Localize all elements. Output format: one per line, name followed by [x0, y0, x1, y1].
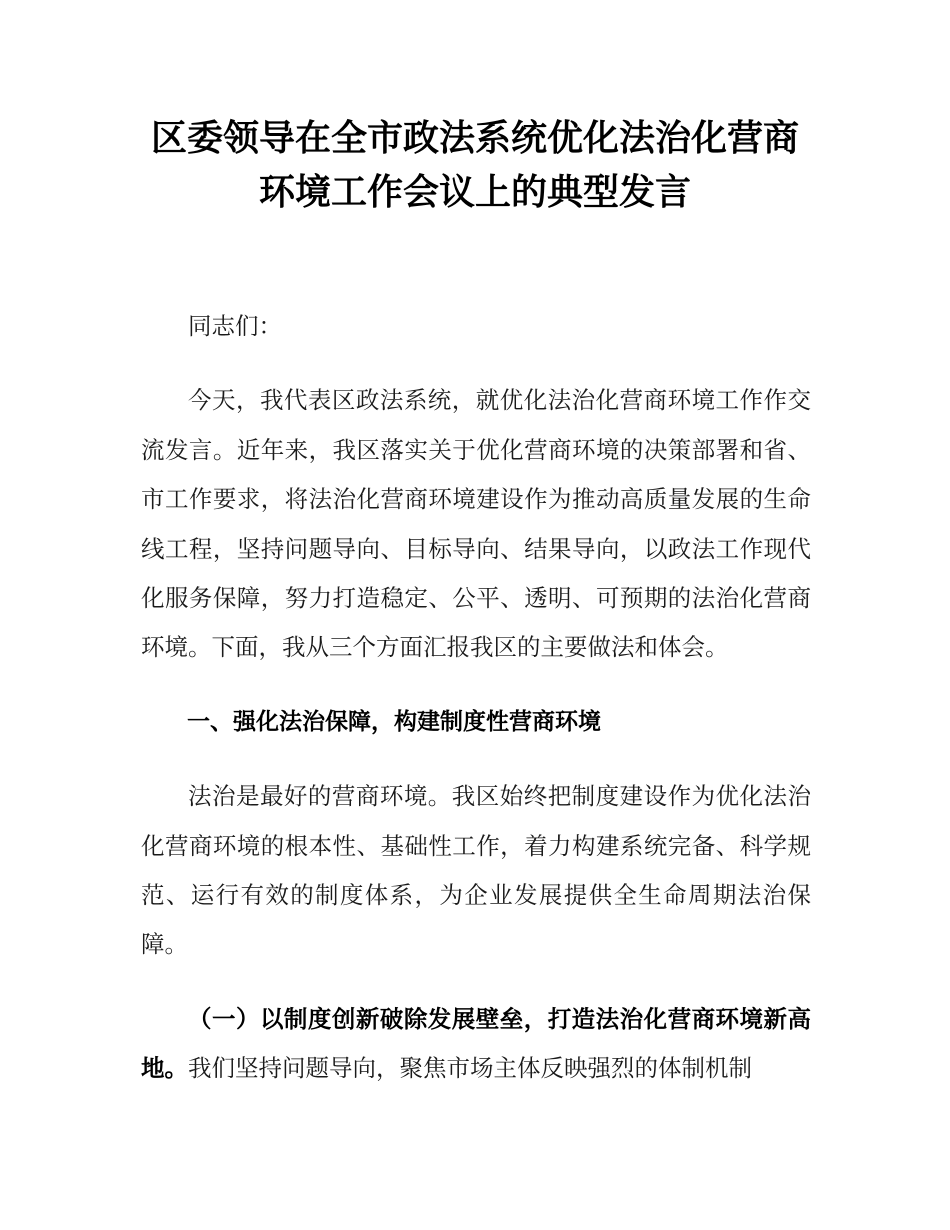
paragraph-section-1: 法治是最好的营商环境。我区始终把制度建设作为优化法治化营商环境的根本性、基础性工作，着力构建系统完备、科学规范、运行有效的制度体系，为企业发展提供全生命周期法治保障。 [141, 782, 811, 959]
section-heading-1: 一、强化法治保障，构建制度性营商环境 [187, 708, 601, 735]
document-body [141, 302, 811, 1094]
salutation: 同志们： [188, 312, 282, 340]
subsection-text-1: 我们坚持问题导向，聚焦市场主体反映强烈的体制机制 [188, 1054, 752, 1083]
document-title: 区委领导在全市政法系统优化法治化营商环境工作会议上的典型发言 [150, 118, 799, 213]
paragraph-intro: 今天，我代表区政法系统，就优化法治化营商环境工作作交流发言。近年来，我区落实关于优化营商环境的决策部署和省、市工作要求，将法治化营商环境建设作为推动高质量发展的生命线工程，坚持问题导向、目标导向、结果导向，以政法工作现代化服务保障，努力打造稳定、公平、透明、可预期的法治化营商环境。下面，我从三个方面汇报我区的主要做法和体会。 [141, 386, 811, 662]
subsection-heading-1: （一）以制度创新破除发展壁垒，打造法治化营商环境新高地。 [141, 1004, 811, 1083]
paragraph-subsection-1 [141, 995, 811, 1094]
